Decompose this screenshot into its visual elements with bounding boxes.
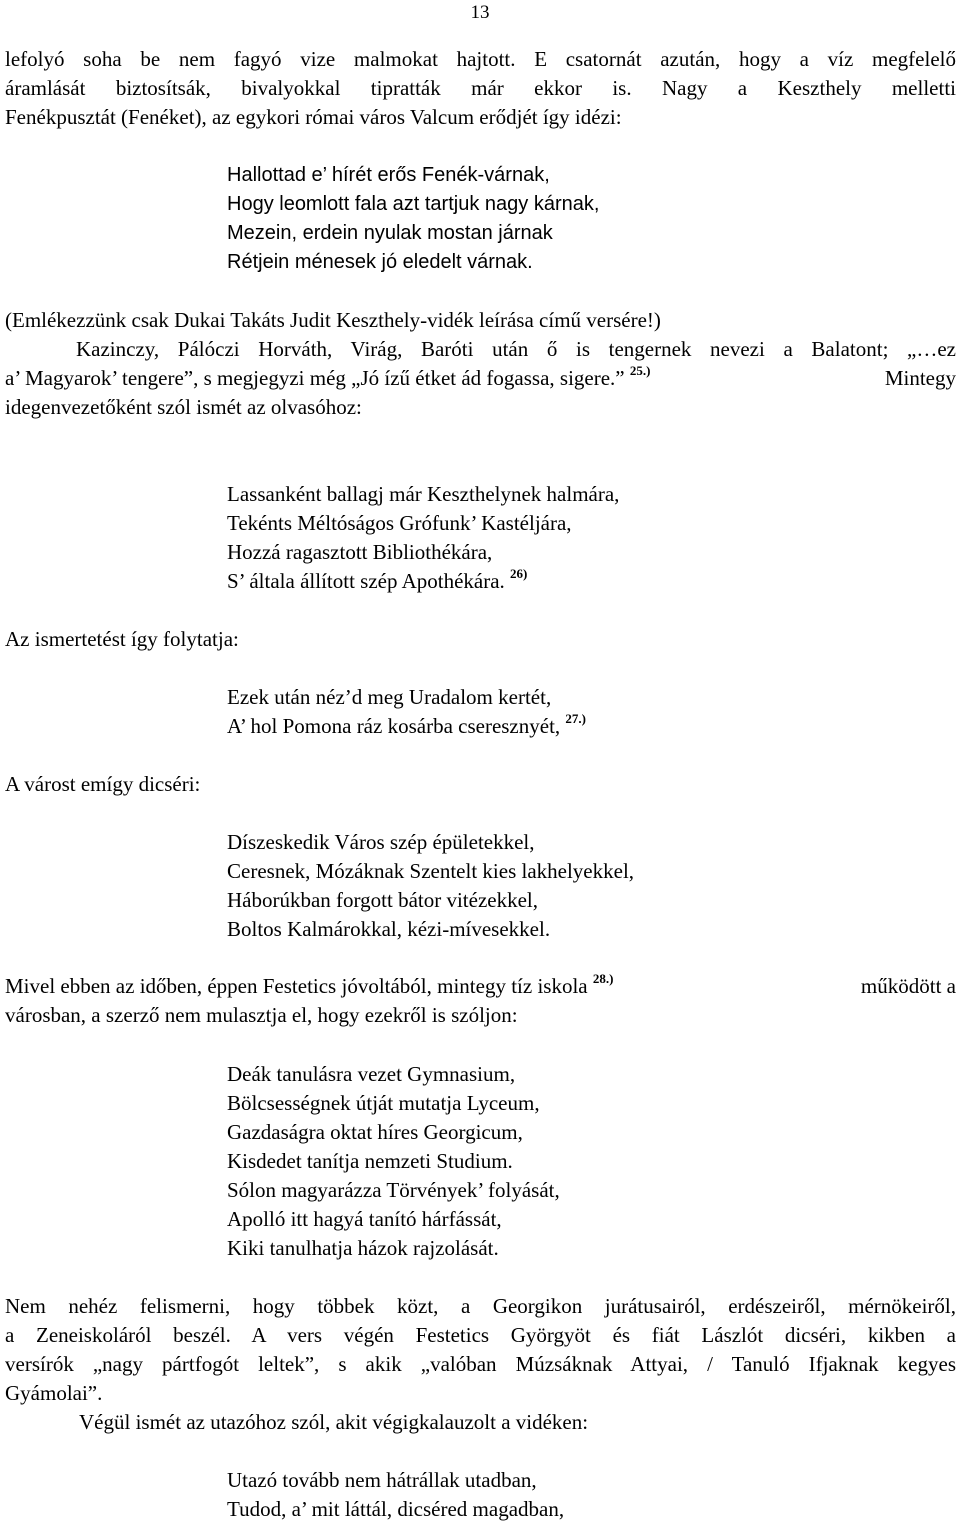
paragraph-line: Nem nehéz felismerni, hogy többek közt, a Georgikon jurátusairól, erdészeiről, mérnökeiről, [5, 1294, 956, 1318]
footnote-ref: 27.) [565, 711, 587, 726]
paragraph-text: a’ Magyarok’ tengere”, s megjegyzi még „Jó ízű étket ád fogassa, sigere.” [5, 366, 625, 390]
verse-line: Tudod, a’ mit láttál, dicséred magadban, [227, 1497, 565, 1521]
page-number: 13 [470, 2, 490, 23]
verse-line: Mezein, erdein nyulak mostan járnak [227, 222, 553, 244]
paragraph-line: (Emlékezzünk csak Dukai Takáts Judit Keszthely-vidék leírása című versére!) [5, 308, 661, 332]
verse-line: Hozzá ragasztott Bibliothékára, [227, 540, 493, 564]
footnote-ref: 25.) [629, 363, 651, 378]
paragraph-text: Mintegy [884, 366, 956, 390]
paragraph-line: versírók „nagy pártfogót leltek”, s akik „valóban Múzsáknak Attyai, / Tanuló Ifjaknak kegyes [5, 1352, 956, 1376]
verse-line: Kisdedet tanítja nemzeti Studium. [227, 1149, 513, 1173]
footnote-ref: 26) [510, 566, 528, 581]
paragraph-text: működött a [860, 974, 956, 998]
verse-line: Apolló itt hagyá tanító hárfássát, [227, 1207, 502, 1231]
paragraph-line: városban, a szerző nem mulasztja el, hogy ezekről is szóljon: [5, 1003, 518, 1027]
verse-line: Tekénts Méltóságos Grófunk’ Kastéljára, [227, 511, 572, 535]
intro-line: A várost emígy dicséri: [5, 772, 201, 796]
paragraph-text: Mivel ebben az időben, éppen Festetics jóvoltából, mintegy tíz iskola [5, 974, 588, 998]
verse-line: Utazó tovább nem hátrállak utadban, [227, 1468, 537, 1492]
verse-line: Ezek után néz’d meg Uradalom kertét, [227, 685, 552, 709]
verse-line: Rétjein ménesek jó eledelt várnak. [227, 251, 533, 273]
verse-line: Díszeskedik Város szép épületekkel, [227, 830, 535, 854]
verse-line: Hallottad e’ hírét erős Fenék-várnak, [227, 164, 550, 186]
paragraph-line: Gyámolai”. [5, 1381, 103, 1405]
paragraph-line [5, 972, 956, 1000]
paragraph-line: Fenékpusztát (Fenéket), az egykori római város Valcum erődjét így idézi: [5, 105, 622, 129]
verse-text: A’ hol Pomona ráz kosárba cseresznyét, [227, 714, 561, 738]
paragraph-line: áramlását biztosítsák, bivalyokkal tipratták már ekkor is. Nagy a Keszthely melletti [5, 76, 956, 100]
verse-line [227, 712, 586, 740]
verse-line: Ceresnek, Mózáknak Szentelt kies lakhelyekkel, [227, 859, 635, 883]
verse-line: Boltos Kalmárokkal, kézi-mívesekkel. [227, 917, 551, 941]
verse-line: Háborúkban forgott bátor vitézekkel, [227, 888, 539, 912]
footnote-ref: 28.) [592, 971, 614, 986]
verse-text: S’ általa állított szép Apothékára. [227, 569, 505, 593]
paragraph-line: idegenvezetőként szól ismét az olvasóhoz: [5, 395, 362, 419]
paragraph-line [5, 364, 956, 392]
verse-line: Bölcsességnek útját mutatja Lyceum, [227, 1091, 540, 1115]
paragraph-line: a Zeneiskoláról beszél. A vers végén Festetics Györgyöt és fiát Lászlót dicséri, kikben a [5, 1323, 956, 1347]
verse-line: Kiki tanulhatja házok rajzolását. [227, 1236, 499, 1260]
verse-line: Deák tanulásra vezet Gymnasium, [227, 1062, 516, 1086]
verse-line: Lassanként ballagj már Keszthelynek halmára, [227, 482, 620, 506]
paragraph-line: Kazinczy, Pálóczi Horváth, Virág, Baróti után ő is tengernek nevezi a Balatont; „…ez [76, 337, 956, 361]
verse-line [227, 567, 527, 595]
intro-line: Az ismertetést így folytatja: [5, 627, 239, 651]
verse-line: Sólon magyarázza Törvények’ folyását, [227, 1178, 560, 1202]
paragraph-line: Végül ismét az utazóhoz szól, akit végigkalauzolt a vidéken: [79, 1410, 589, 1434]
paragraph-line: lefolyó soha be nem fagyó vize malmokat hajtott. E csatornát azután, hogy a víz megfelelő [5, 47, 956, 71]
verse-line: Hogy leomlott fala azt tartjuk nagy kárnak, [227, 193, 600, 215]
verse-line: Gazdaságra oktat híres Georgicum, [227, 1120, 523, 1144]
